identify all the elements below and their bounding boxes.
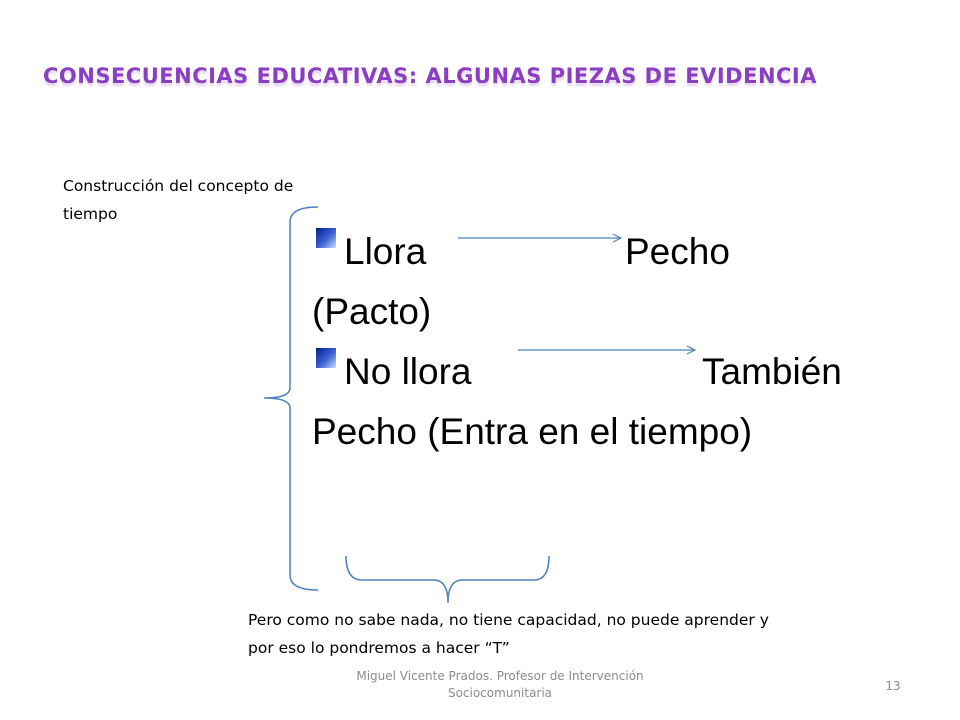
bullet-1-continuation-text: (Pacto) <box>312 291 432 332</box>
bullet-item-2 <box>312 342 872 402</box>
page-number: 13 <box>885 679 901 693</box>
bottom-note: Pero como no sabe nada, no tiene capacidad, no puede aprender y por eso lo pondremos a hacer “T” <box>248 611 769 657</box>
footer-author: Miguel Vicente Prados. Profesor de Intervención Sociocomunitaria <box>356 669 644 700</box>
bullet-1-continuation <box>312 282 872 342</box>
bottom-brace <box>346 556 549 603</box>
bullet-2-right-text: También <box>702 351 842 392</box>
slide-title: CONSECUENCIAS EDUCATIVAS: ALGUNAS PIEZAS DE EVIDENCIA <box>43 64 817 88</box>
bullet-1-right-text: Pecho <box>625 231 730 272</box>
bullet-list <box>312 222 872 462</box>
bullet-item-1 <box>312 222 872 282</box>
bullet-2-continuation <box>312 402 872 462</box>
side-label: Construcción del concepto de tiempo <box>63 177 294 223</box>
bullet-square-icon <box>316 348 336 368</box>
bullet-1-left-text: Llora <box>344 231 427 272</box>
bullet-2-left-text: No llora <box>344 351 472 392</box>
bullet-square-icon <box>316 228 336 248</box>
bullet-2-continuation-text: Pecho (Entra en el tiempo) <box>312 411 753 452</box>
left-brace <box>264 207 318 590</box>
